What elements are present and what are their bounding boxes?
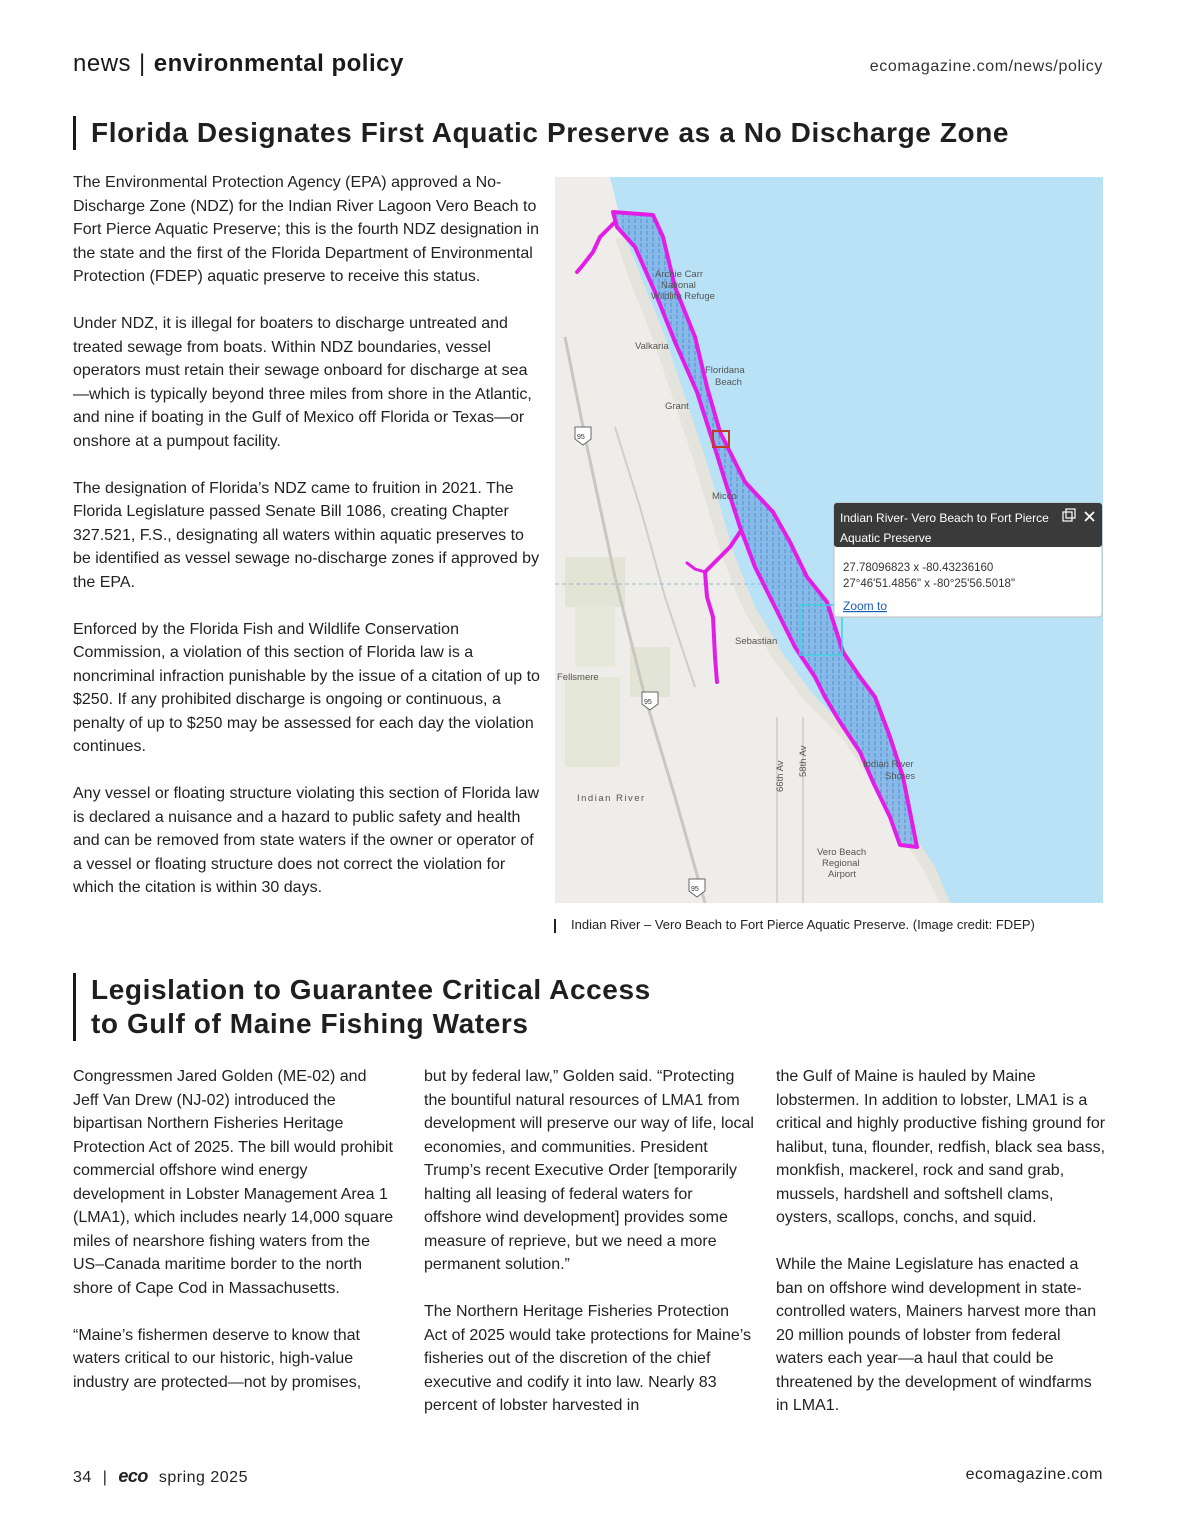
map-label: Valkaria — [635, 341, 669, 352]
map-label: Fellsmere — [557, 672, 599, 683]
svg-text:95: 95 — [691, 886, 699, 893]
map-caption — [554, 917, 1035, 933]
map-label: Indian River — [577, 793, 646, 804]
article2-title-line: Legislation to Guarantee Critical Access — [91, 974, 651, 1005]
header-url[interactable]: ecomagazine.com/news/policy — [869, 58, 1103, 75]
map-label: Regional — [822, 858, 860, 869]
map-label: 66th Av — [775, 760, 786, 792]
footer-site[interactable]: ecomagazine.com — [965, 1466, 1103, 1483]
article2-column-2 — [424, 1065, 754, 1418]
map-label: Archie Carr — [655, 269, 704, 280]
section-label: news — [73, 50, 132, 77]
article1-title: Florida Designates First Aquatic Preserve as a No Discharge Zone — [73, 116, 1009, 150]
popup-subtitle: Aquatic Preserve — [840, 531, 932, 545]
map-label: Wildlife Refuge — [651, 291, 715, 302]
map-label: Floridana — [705, 365, 745, 376]
zoom-to-link[interactable]: Zoom to — [843, 599, 888, 613]
article1-paragraph: Enforced by the Florida Fish and Wildlife Conservation Commission, a violation of this section of Florida law is a noncriminal infraction punishable by the issue of a citation of up to $250. If any prohibited discharge is ongoing or continuous, a penalty of up to $250 may be assessed for each day the violation continues. — [73, 620, 540, 755]
article2-paragraph: “Maine’s fishermen deserve to know that waters critical to our historic, high-value industry are protected—not by promises, — [73, 1326, 362, 1391]
map-label: Beach — [715, 377, 742, 388]
caption-bar — [554, 919, 556, 933]
svg-text:95: 95 — [577, 434, 585, 441]
article2-column-3 — [776, 1065, 1108, 1418]
map-label: Airport — [828, 869, 856, 880]
preserve-map — [555, 177, 1103, 903]
map-label: Grant — [665, 401, 689, 412]
footer-left: 34 | eco spring 2025 — [73, 1466, 248, 1486]
map-svg — [555, 177, 1103, 903]
article2-column-1 — [73, 1065, 395, 1394]
article1-paragraph: Under NDZ, it is illegal for boaters to discharge untreated and treated sewage from boats. Within NDZ boundaries, vessel operators must retain their sewage onboard for discharge at sea—which is typically beyond three miles from shore in the Atlantic, and nine if boating in the Gulf of Mexico off Florida or Texas—or onshore at a pumpout facility. — [73, 315, 532, 450]
article2-title — [73, 973, 651, 1041]
map-label: National — [661, 280, 696, 291]
map-label: Vero Beach — [817, 847, 867, 858]
map-label: Micco — [712, 491, 737, 502]
map-label: Indian River — [863, 759, 914, 770]
article2-paragraph: but by federal law,” Golden said. “Protecting the bountiful natural resources of LMA1 from development will preserve our way of life, local economies, and communities. President Trump’s recent Executive Order [temporarily halting all leasing of federal waters for offshore wind development] provides some measure of reprieve, but we need a more permanent solution.” — [424, 1068, 754, 1273]
subsection-label: environmental policy — [153, 50, 404, 77]
svg-text:95: 95 — [644, 699, 652, 706]
article2-paragraph: The Northern Heritage Fisheries Protection Act of 2025 would take protections for Maine’s fisheries out of the discretion of the chief executive and codify it into law. Nearly 83 percent of lobster harvested in — [424, 1303, 751, 1414]
page-number: 34 — [73, 1469, 92, 1486]
popup-coords-decimal: 27.78096823 x -80.43236160 — [843, 562, 994, 574]
eco-logo: eco — [118, 1466, 148, 1486]
map-label: Shores — [885, 771, 916, 782]
section-header: news | environmental policy — [73, 50, 404, 77]
caption-text: Indian River – Vero Beach to Fort Pierce Aquatic Preserve. (Image credit: FDEP) — [571, 917, 1035, 932]
map-label: Sebastian — [735, 636, 778, 647]
article1-paragraph: Any vessel or floating structure violating this section of Florida law is declared a nuisance and a hazard to public safety and health and can be removed from state waters if the owner or operator of a vessel or floating structure does not correct the violation for which the citation is within 30 days. — [73, 785, 539, 896]
article1-paragraph: The Environmental Protection Agency (EPA) approved a No-Discharge Zone (NDZ) for the Indian River Lagoon Vero Beach to Fort Pierce Aquatic Preserve; this is the fourth NDZ designation in the state and the first of the Florida Department of Environmental Protection (FDEP) aquatic preserve to receive this status. — [73, 174, 539, 285]
issue-label: spring 2025 — [158, 1469, 248, 1486]
article1-body — [73, 171, 543, 900]
article1-paragraph: The designation of Florida’s NDZ came to fruition in 2021. The Florida Legislature passed Senate Bill 1086, creating Chapter 327.521, F.S., designating all waters within aquatic preserves to be identified as vessel sewage no-discharge zones if approved by the EPA. — [73, 479, 540, 591]
article2-paragraph: Congressmen Jared Golden (ME-02) and Jeff Van Drew (NJ-02) introduced the bipartisan Northern Fisheries Heritage Protection Act of 2025. The bill would prohibit commercial offshore wind energy development in Lobster Management Area 1 (LMA1), which includes nearly 14,000 square miles of nearshore fishing waters from the US–Canada maritime border to the north shore of Cape Cod in Massachusetts. — [73, 1068, 394, 1297]
map-popup — [834, 503, 1102, 617]
popup-coords-dms: 27°46'51.4856" x -80°25'56.5018" — [843, 578, 1016, 590]
article2-paragraph: While the Maine Legislature has enacted a ban on offshore wind development in state-controlled waters, Mainers harvest more than 20 million pounds of lobster from federal waters each year—a haul that could be threatened by the development of windfarms in LMA1. — [776, 1256, 1097, 1414]
map-label: 58th Av — [798, 745, 809, 777]
article2-title-line: to Gulf of Maine Fishing Waters — [91, 1008, 529, 1039]
popup-title: Indian River- Vero Beach to Fort Pierce — [840, 511, 1049, 525]
article2-paragraph: the Gulf of Maine is hauled by Maine lobstermen. In addition to lobster, LMA1 is a critical and highly productive fishing ground for halibut, tuna, flounder, redfish, black sea bass, monkfish, mackerel, rock and sand grab, mussels, hardshell and softshell clams, oysters, scallops, conchs, and squid. — [776, 1068, 1106, 1226]
